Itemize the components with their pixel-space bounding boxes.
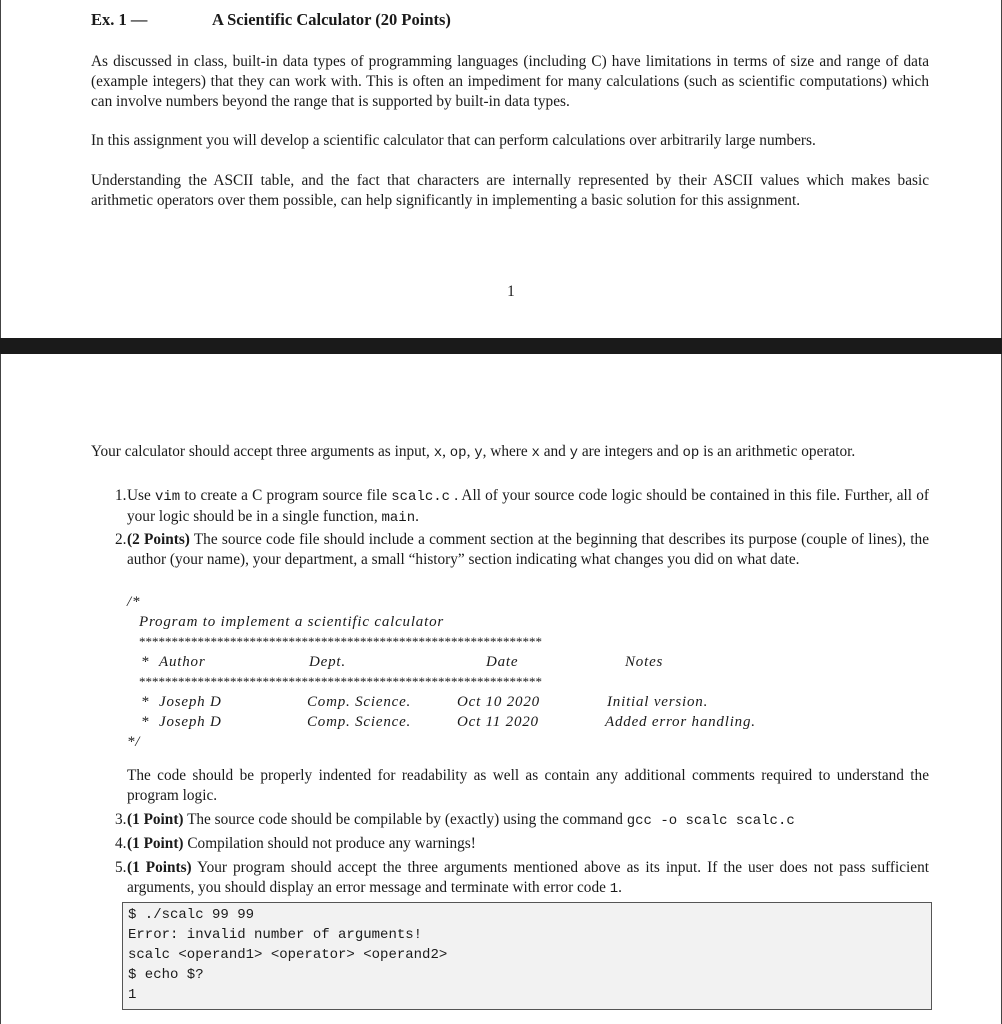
code-op: op — [449, 445, 467, 461]
paragraph-limitations: As discussed in class, built-in data types of programming languages (including C) have limitations in terms of size and range of data (example integers) that they can work with. This is often an impediment for many calculations (such as scientific computations) which can involve numbers beyond the range that is supported by built-in data types. — [91, 53, 929, 110]
terminal-line: 1 — [128, 987, 137, 1003]
points-label: (2 Points) — [127, 531, 190, 548]
comment-stars: ************************************************************** — [139, 634, 542, 649]
list-item-number: 2. — [115, 531, 127, 548]
terminal-line: Error: invalid number of arguments! — [128, 927, 423, 943]
terminal-line: $ echo $? — [128, 967, 204, 983]
list-item-number: 5. — [115, 859, 127, 876]
comment-block-example — [127, 592, 827, 752]
list-item-number: 4. — [115, 835, 127, 852]
page-number: 1 — [507, 283, 515, 300]
header-author: Author — [159, 654, 206, 670]
exercise-label: Ex. 1 — — [91, 10, 148, 29]
page-2 — [0, 354, 1002, 1024]
list-item-number: 1. — [115, 487, 127, 504]
history-row: * Joseph D Comp. Science. Oct 10 2020 Initial version. — [141, 694, 709, 710]
points-label: (1 Point) — [127, 835, 184, 852]
list-item-4: 4. (1 Point) Compilation should not produce any warnings! — [115, 835, 476, 852]
code-filename: scalc.c — [391, 489, 451, 505]
terminal-example — [122, 902, 932, 1010]
indentation-paragraph: The code should be properly indented for readability as well as contain any additional comments required to understand the program logic. — [127, 767, 929, 804]
code-main: main — [381, 510, 416, 526]
list-item-5: 5. (1 Points) Your program should accept the three arguments mentioned above as its input. If the user does not pass sufficient arguments, you should display an error message and terminate with error code 1. — [115, 859, 929, 897]
points-label: (1 Points) — [127, 859, 192, 876]
list-item-2: 2. (2 Points) The source code file should include a comment section at the beginning that describes its purpose (couple of lines), the author (your name), your department, a small “history” section indicating what changes you did on what date. — [115, 531, 929, 568]
page-1 — [0, 0, 1002, 338]
terminal-line: scalc <operand1> <operator> <operand2> — [128, 947, 448, 963]
comment-close: */ — [127, 734, 141, 750]
error-code: 1 — [609, 881, 619, 897]
history-row: * Joseph D Comp. Science. Oct 11 2020 Added error handling. — [141, 714, 756, 730]
comment-open: /* — [127, 594, 141, 610]
intro-paragraph: Your calculator should accept three arguments as input, x, op, y, where x and y are integers and op is an arithmetic operator. — [91, 443, 856, 461]
points-label: (1 Point) — [127, 811, 184, 828]
compile-command: gcc -o scalc scalc.c — [626, 813, 795, 829]
comment-header-row: * Author Dept. Date Notes — [141, 654, 664, 670]
list-item-1: 1. Use vim to create a C program source file scalc.c . All of your source code logic should be contained in this file. Further, all of your logic should be in a single function, main. — [115, 487, 929, 526]
terminal-line: $ ./scalc 99 99 — [128, 907, 255, 923]
header-date: Date — [486, 654, 519, 670]
paragraph-ascii: Understanding the ASCII table, and the fact that characters are internally represented by their ASCII values which makes basic arithmetic operators over them possible, can help significantly in implementing a basic solution for this assignment. — [91, 172, 929, 209]
exercise-title: A Scientific Calculator (20 Points) — [212, 10, 451, 29]
comment-stars: ************************************************************** — [139, 674, 542, 689]
code-y: y — [474, 445, 483, 461]
header-notes: Notes — [625, 654, 664, 670]
list-item-3: 3. (1 Point) The source code should be compilable by (exactly) using the command gcc -o scalc scalc.c — [115, 811, 795, 829]
header-dept: Dept. — [309, 654, 346, 670]
page-divider — [0, 338, 1002, 354]
code-vim: vim — [154, 489, 181, 505]
list-item-number: 3. — [115, 811, 127, 828]
comment-purpose: Program to implement a scientific calculator — [139, 614, 445, 630]
paragraph-assignment: In this assignment you will develop a scientific calculator that can perform calculations over arbitrarily large numbers. — [91, 132, 816, 149]
code-x: x — [433, 445, 443, 461]
